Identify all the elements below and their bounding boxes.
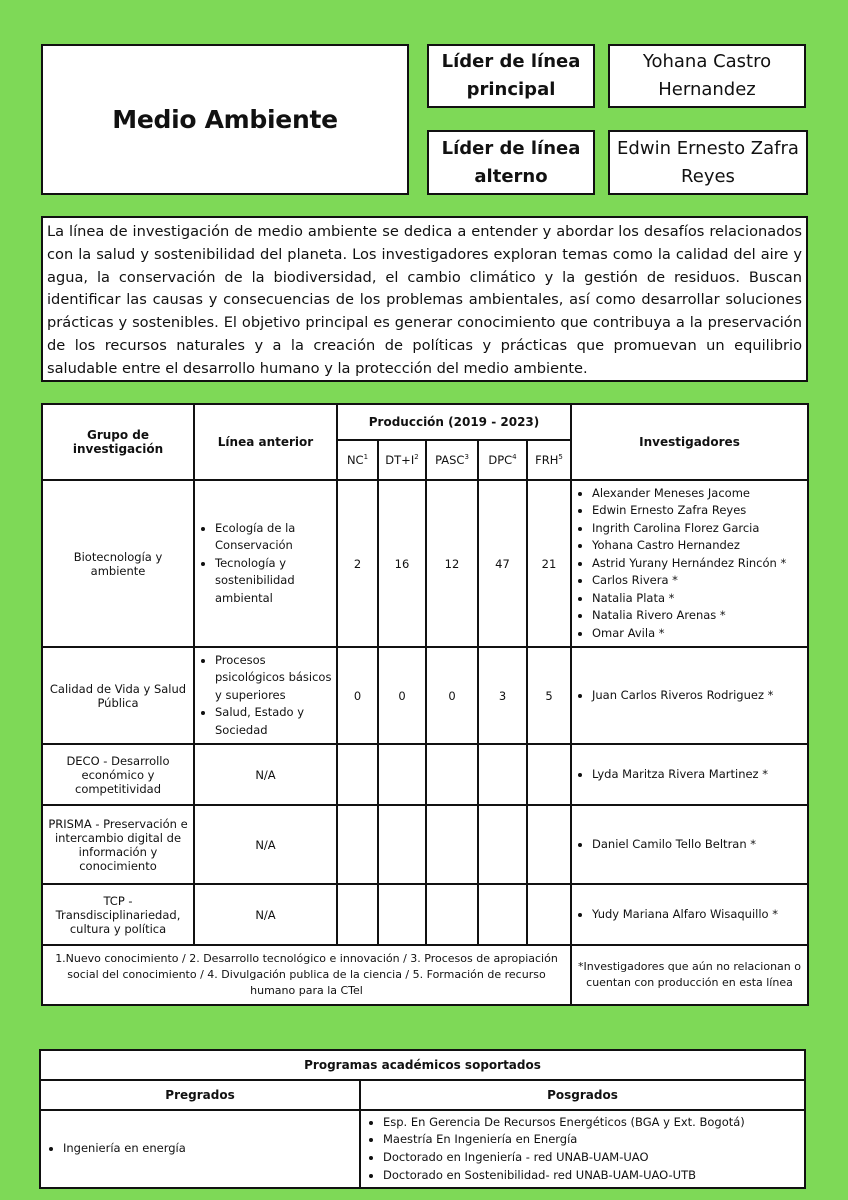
researcher-list: • Alexander Meneses Jacome • Edwin Ernesto Zafra Reyes • Ingrith Carolina Florez Garcia • Yohana Castro Hernandez • Astrid Yurany Hernández Rincón * • Carlos Rivera * • Natalia Plata * • Natalia Rivero Arenas * • Omar Avila * [576,485,803,643]
table-row: DECO - Desarrollo económico y competitividad N/A • Lyda Maritza Rivera Martinez * [42,744,808,805]
col-dpc: DPC$^4$ [478,440,527,480]
line-list: • Procesos psicológicos básicos y superiores • Salud, Estado y Sociedad [199,652,332,740]
researcher-list: • Daniel Camilo Tello Beltran * [576,836,803,854]
group-name: Calidad de Vida y Salud Pública [42,647,194,744]
researcher-list: • Juan Carlos Riveros Rodriguez * [576,687,803,705]
group-name: Biotecnología y ambiente [42,480,194,647]
col-frh: FRH$^5$ [527,440,571,480]
researcher-list: • Yudy Mariana Alfaro Wisaquillo * [576,906,803,924]
description: La línea de investigación de medio ambiente se dedica a entender y abordar los desafíos relacionados con la salud y sostenibilidad del planeta. Los investigadores exploran temas como la calidad del aire y agua, la conservación de la biodiversidad, el cambio climático y la gestión de residuos. Buscan identificar las causas y consecuencias de los problemas ambientales, así como desarrollar soluciones prácticas y sostenibles. El objetivo principal es generar conocimiento que contribuya a la preservación de los recursos naturales y a la creación de políticas y prácticas que promuevan un equilibrio saludable entre el desarrollo humano y la protección del medio ambiente. [41,216,808,382]
header-line: Línea anterior [194,404,337,480]
header-researchers: Investigadores [571,404,808,480]
research-table [41,403,809,1006]
lead-alt-value-box [608,130,808,195]
group-name: TCP - Transdisciplinariedad, cultura y política [42,884,194,945]
col-dti: $DT+I^2$ [378,440,426,480]
header-production: Producción (2019 - 2023) [337,404,571,440]
lead-main-value-box [608,44,806,108]
col-nc: $NC^1$ [337,440,378,480]
group-name: PRISMA - Preservación e intercambio digital de información y conocimiento [42,805,194,884]
asterisk-note: *Investigadores que aún no relacionan o cuentan con producción en esta línea [571,945,808,1005]
lead-main-label: Líder de línea principal [441,51,581,100]
page-title: Medio Ambiente [112,105,338,134]
table-row: PRISMA - Preservación e intercambio digital de información y conocimiento N/A • Daniel Camilo Tello Beltran * [42,805,808,884]
lead-alt-label-box [427,130,595,195]
undergrad-header: Pregrados [40,1080,360,1110]
line-list: • Ecología de la Conservación • Tecnología y sostenibilidad ambiental [199,520,332,608]
programs-title: Programas académicos soportados [40,1050,805,1080]
table-row: Calidad de Vida y Salud Pública • Procesos psicológicos básicos y superiores • Salud, Estado y Sociedad 0 0 0 3 5 • Juan Carlos Riveros Rodriguez * [42,647,808,744]
lead-alt-label: Líder de línea alterno [441,137,581,187]
undergrad-list: • Ingeniería en energía [47,1140,353,1158]
group-name: DECO - Desarrollo económico y competitividad [42,744,194,805]
lead-main-value: Yohana Castro Hernandez [642,51,772,100]
title-box [41,44,409,195]
footnote: 1.Nuevo conocimiento / 2. Desarrollo tecnológico e innovación / 3. Procesos de apropiación social del conocimiento / 4. Divulgación publica de la ciencia / 5. Formación de recurso humano para la CTel [42,945,571,1005]
col-pasc: PASC$^3$ [426,440,478,480]
grad-header: Posgrados [360,1080,805,1110]
grad-list: • Esp. En Gerencia De Recursos Energéticos (BGA y Ext. Bogotá) • Maestría En Ingeniería en Energía • Doctorado en Ingeniería - red UNAB-UAM-UAO • Doctorado en Sostenibilidad- red UNAB-UAM-UAO-UTB [367,1114,798,1184]
researcher-list: • Lyda Maritza Rivera Martinez * [576,766,803,784]
table-row: TCP - Transdisciplinariedad, cultura y política N/A • Yudy Mariana Alfaro Wisaquillo * [42,884,808,945]
table-row: Biotecnología y ambiente • Ecología de la Conservación • Tecnología y sostenibilidad ambiental 2 16 12 47 21 • Alexander Meneses Jacome • Edwin Ernesto Zafra Reyes • Ingrith Carolina Florez Garcia • Yohana Castro Hernandez • Astrid Yurany Hernández Rincón * • Carlos Rivera * • Natalia Plata * • Natalia Rivero Arenas * • Omar Avila * [42,480,808,647]
lead-alt-value: Edwin Ernesto Zafra Reyes [617,137,799,187]
lead-main-label-box [427,44,595,108]
programs-table [39,1049,806,1189]
header-group: Grupo de investigación [42,404,194,480]
